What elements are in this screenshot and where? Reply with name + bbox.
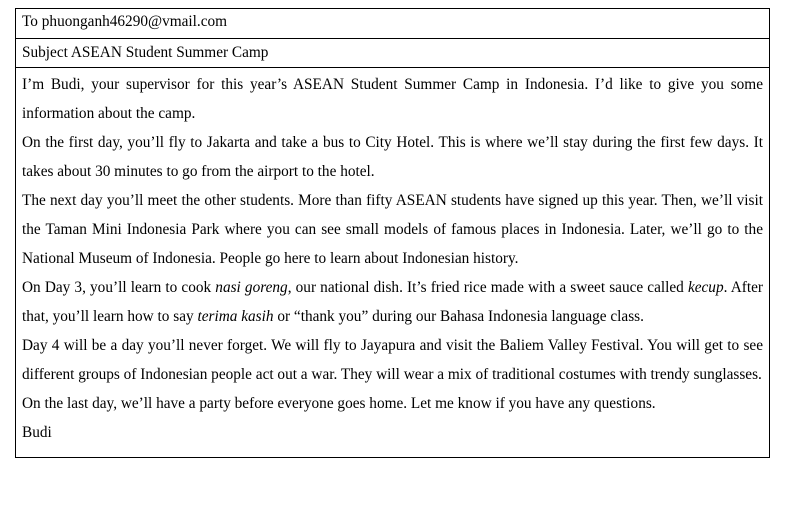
paragraph-day-4: Day 4 will be a day you’ll never forget. We will fly to Jayapura and visit the Baliem Valley Festival. You will get to see different groups of Indonesian people act out a war. They will wear a mix of traditional costumes with trendy sunglasses. xyxy=(22,337,763,383)
paragraph-day-2: The next day you’ll meet the other students. More than fifty ASEAN students have signed up this year. Then, we’ll visit the Taman Mini Indonesia Park where you can see small models of famous places in Indonesia. Later, we’ll go to the National Museum of Indonesia. People go here to learn about Indonesian history. xyxy=(22,192,763,267)
dish-name: nasi goreng xyxy=(215,279,288,296)
to-row xyxy=(16,9,769,39)
day-3-text-3: . After that, you’ll learn how to say xyxy=(22,279,763,325)
thank-you-phrase: terima kasih xyxy=(197,308,274,325)
day-3-text-4: or “thank you” during our Bahasa Indonesia language class. xyxy=(273,308,644,325)
day-3-text-1: On Day 3, you’ll learn to cook xyxy=(22,279,216,296)
email-body xyxy=(16,68,769,457)
paragraph-intro: I’m Budi, your supervisor for this year’s ASEAN Student Summer Camp in Indonesia. I’d like to give you some information about the camp. xyxy=(22,76,763,122)
signature: Budi xyxy=(22,424,52,441)
day-3-text-2: , our national dish. It’s fried rice made with a sweet sauce called xyxy=(287,279,688,296)
sauce-name: kecup xyxy=(687,279,724,296)
subject-row xyxy=(16,39,769,68)
paragraph-last-day: On the last day, we’ll have a party before everyone goes home. Let me know if you have any questions. xyxy=(22,395,656,412)
paragraph-day-1: On the first day, you’ll fly to Jakarta and take a bus to City Hotel. This is where we’ll stay during the first few days. It takes about 30 minutes to go from the airport to the hotel. xyxy=(22,134,763,180)
subject-label: Subject xyxy=(22,44,68,61)
subject-text: ASEAN Student Summer Camp xyxy=(70,44,269,61)
email-message xyxy=(15,8,770,458)
to-label: To xyxy=(22,13,38,30)
to-address: phuonganh46290@vmail.com xyxy=(41,13,228,30)
paragraph-day-3 xyxy=(22,273,763,331)
